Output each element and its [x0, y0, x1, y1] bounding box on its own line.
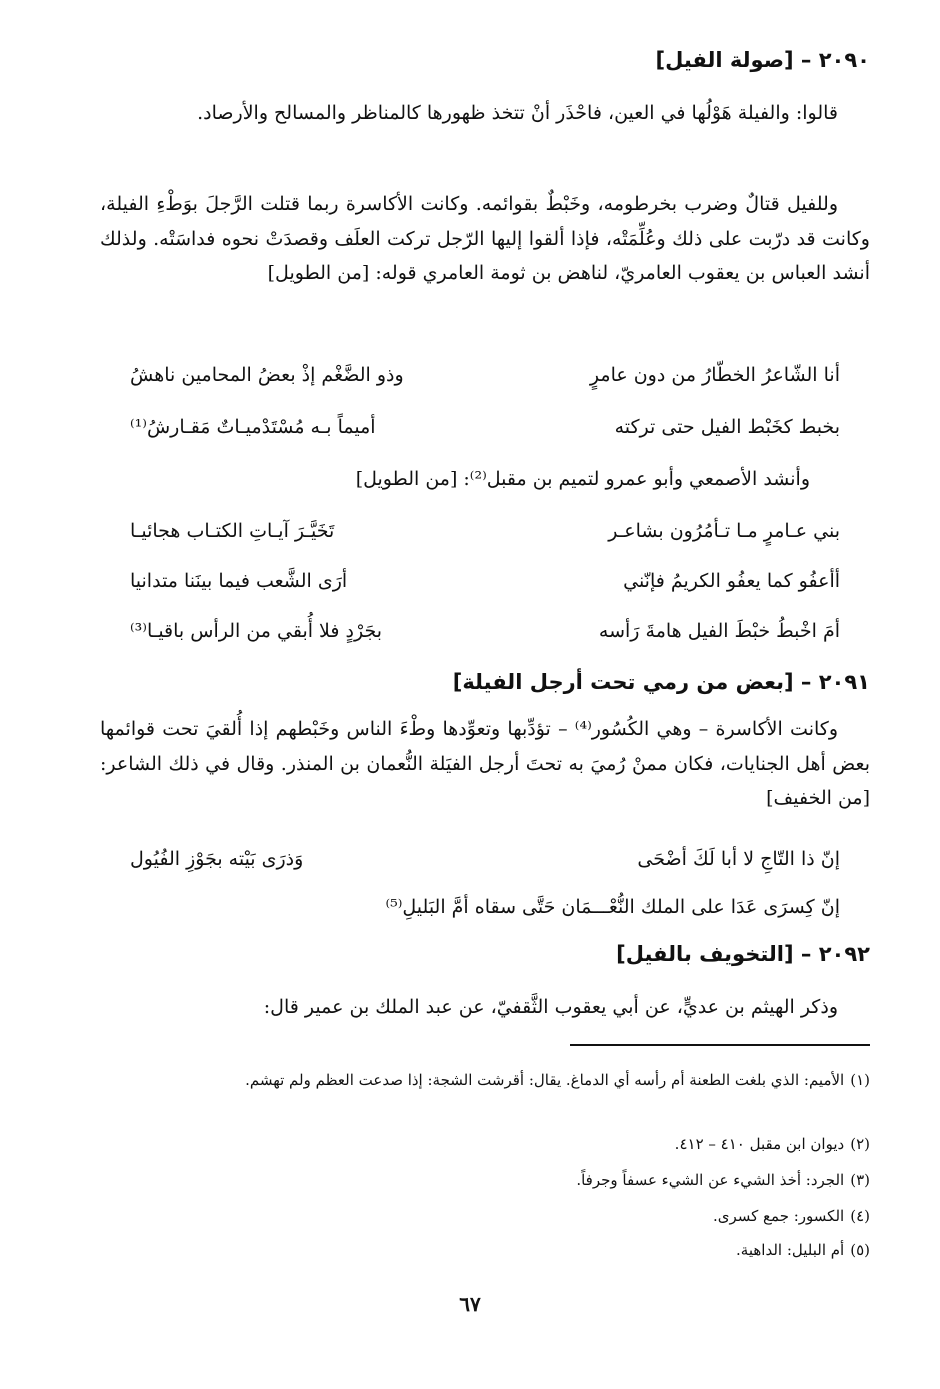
- verse-first-hemistich: أأعفُو كما يعفُو الكريمُ فإنّني: [623, 570, 840, 592]
- verse-introduction: وأنشد الأصمعي وأبو عمرو لتميم بن مقبل⁽²⁾: [من الطويل]: [355, 468, 810, 490]
- footnote: [100, 1202, 870, 1230]
- footnote: [100, 1166, 870, 1194]
- section-heading-2090: ٢٠٩٠ – [صولة الفيل]: [655, 48, 870, 72]
- verse-first-hemistich: أنا الشّاعرُ الخطّارُ من دون عامرٍ: [589, 364, 840, 386]
- footnote: [100, 1236, 870, 1264]
- footnote-number: (٢): [850, 1135, 870, 1153]
- footnote: [100, 1066, 870, 1094]
- verse-line: [130, 358, 840, 392]
- verse-second-hemistich: وذو الضَّغْم إذْ بعضُ المحامين ناهشُ: [130, 364, 404, 386]
- verse-second-hemistich: بجَرْدٍ فلا أُبقي من الرأس باقيـا⁽³⁾: [130, 620, 383, 642]
- verse-line: [130, 890, 840, 924]
- verse-second-hemistich: أميماً بـه مُسْتَدْميـاتٌ مَقـارشُ⁽¹⁾: [130, 416, 376, 438]
- page-number: ٦٧: [459, 1292, 481, 1316]
- footnote-text: ديوان ابن مقبل ٤١٠ – ٤١٢.: [674, 1135, 845, 1153]
- verse-first-hemistich: إنّ ذا التّاجِ لا أبا لَكَ أضْحَى: [637, 848, 840, 870]
- paragraph-kings-elephants: وكانت الأكاسرة – وهي الكُسُور⁽⁴⁾ – تؤدِّبها وتعوِّدها وطْءَ الناس وخَبْطهم إذا أُلقيَ تحت قوائمها بعض أهل الجنايات، فكان ممنْ رُميَ به تحتَ أرجل الفيَلة النُّعمان بن المنذر. وقال في ذلك الشاعر: [من الخفيف]: [100, 718, 870, 809]
- section-heading-2092: ٢٠٩٢ – [التخويف بالفيل]: [616, 942, 870, 966]
- verse-line: [130, 842, 840, 876]
- footnote-number: (١): [850, 1071, 870, 1089]
- paragraph-elephant-fear: قالوا: والفيلة هَوْلُها في العين، فاحْذَر أنْ تتخذ ظهورها كالمناظر والمسالح والأرصاد.: [197, 102, 838, 124]
- verse-line: [130, 410, 840, 444]
- verse-full-line: إنّ كِسرَى عَدَا على الملك النُّعْـــمَان حَتَّى سقاه أمَّ البَليلِ⁽⁵⁾: [385, 896, 840, 918]
- verse-line: [130, 564, 840, 598]
- verse-first-hemistich: بني عـامرٍ مـا تـأمُرُون بشاعـر: [608, 520, 840, 542]
- verse-line: [130, 614, 840, 648]
- verse-second-hemistich: وَذرَى بَيْته بجَوْزِ الفُيُول: [130, 848, 304, 870]
- footnote: [100, 1130, 870, 1158]
- footnote-text: الجرد: أخذ الشيء عن الشيء عسفاً وجرفاً.: [576, 1171, 845, 1189]
- section-heading-2091: ٢٠٩١ – [بعض من رمي تحت أرجل الفيلة]: [452, 670, 870, 694]
- footnote-text: أم البليل: الداهية.: [736, 1241, 845, 1259]
- footnote-number: (٣): [850, 1171, 870, 1189]
- footnote-text: الكسور: جمع كسرى.: [712, 1207, 845, 1225]
- paragraph-elephant-fighting: وللفيل قتالٌ وضرب بخرطومه، وخَبْطٌ بقوائمه. وكانت الأكاسرة ربما قتلت الرَّجلَ بوَطْءِ الفيلة، وكانت قد درّبت على ذلك وعُلِّمَتْه، فإذا ألقوا إليها الرّجل تركت العلَف وقصدَتْ نحوه فداسَتْه. ولذلك أنشد العباس بن يعقوب العامريّ، لناهض بن ثومة العامري قوله: [من الطويل]: [100, 193, 870, 284]
- verse-second-hemistich: أرَى الشَّعب فيما بينَنا متدانيا: [130, 570, 348, 592]
- footnote-text: الأميم: الذي بلغت الطعنة أم رأسه أي الدماغ. يقال: أقرشت الشجة: إذا صدعت العظم ولم تهشم.: [245, 1071, 845, 1089]
- verse-first-hemistich: أمَ اخْبطُ خبْطَ الفيل هامةَ رَأسه: [598, 620, 840, 642]
- footnote-divider: [570, 1044, 870, 1046]
- verse-line: [130, 514, 840, 548]
- footnote-number: (٥): [850, 1241, 870, 1259]
- paragraph-intimidation: وذكر الهيثم بن عديٍّ، عن أبي يعقوب الثَّقفيّ، عن عبد الملك بن عمير قال:: [263, 996, 838, 1018]
- verse-second-hemistich: تَخَيَّـرَ آيـاتِ الكتـاب هجائيـا: [130, 520, 335, 542]
- footnote-number: (٤): [850, 1207, 870, 1225]
- verse-first-hemistich: بخبط كخَبْط الفيل حتى تركته: [614, 416, 840, 438]
